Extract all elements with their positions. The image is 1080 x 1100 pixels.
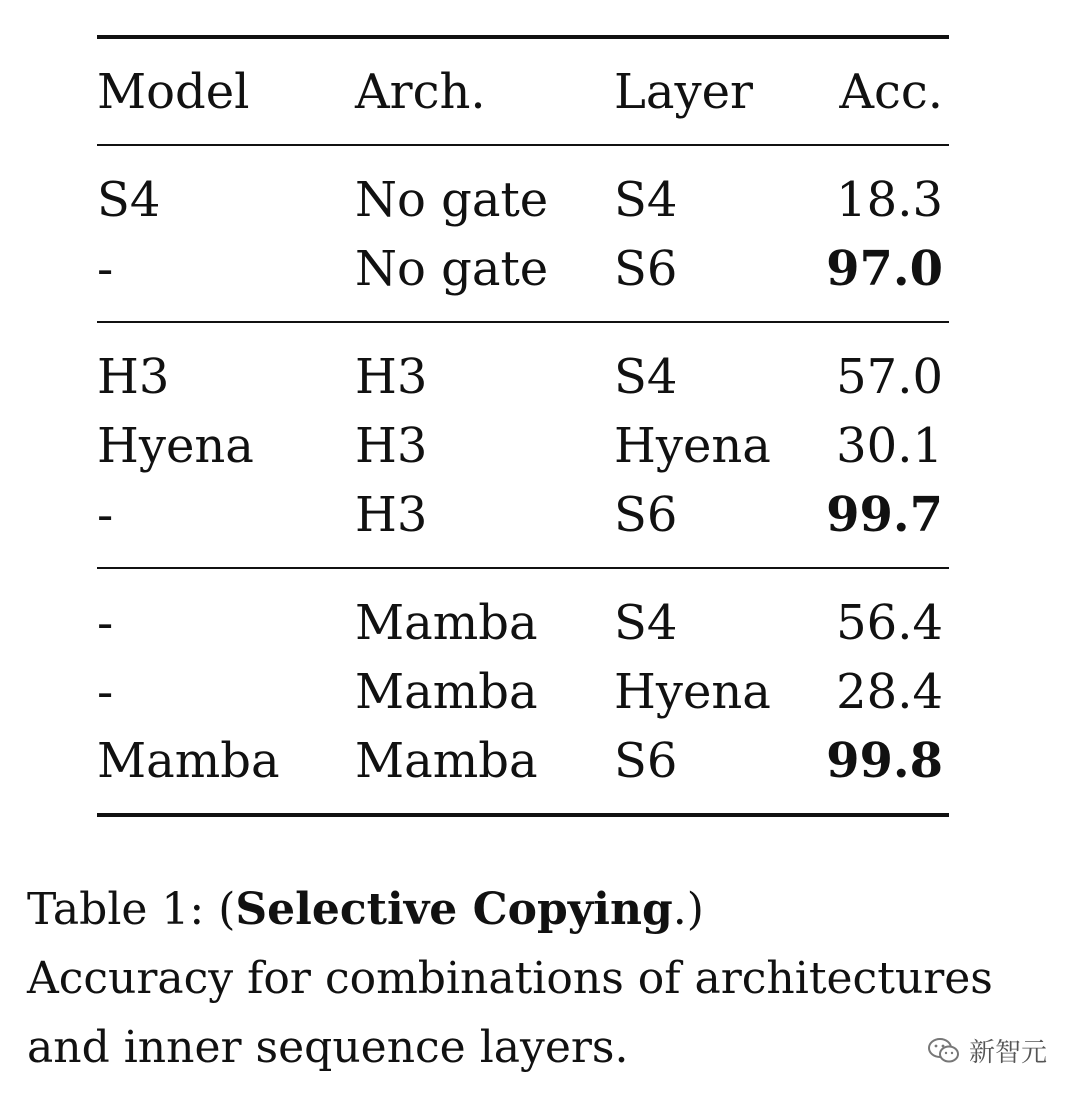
wechat-icon: [927, 1036, 961, 1066]
header-layer: Layer: [614, 63, 753, 120]
cell-model: -: [97, 594, 114, 651]
caption-line-3: and inner sequence layers.: [27, 1022, 629, 1073]
cell-layer: Hyena: [614, 663, 771, 720]
cell-arch: No gate: [355, 240, 549, 297]
cell-arch: Mamba: [355, 732, 538, 789]
cell-layer: S4: [614, 171, 678, 228]
table-row: [97, 165, 949, 234]
header-arch: Arch.: [355, 63, 486, 120]
cell-acc: 57.0: [836, 348, 943, 405]
table-group-3: [97, 569, 949, 813]
table-caption: [27, 875, 1057, 1082]
cell-arch: Mamba: [355, 594, 538, 651]
cell-layer: S4: [614, 594, 678, 651]
table-bottom-rule: [97, 813, 949, 817]
cell-model: -: [97, 663, 114, 720]
watermark-text: 新智元: [969, 1038, 1048, 1068]
table-row: [97, 234, 949, 303]
cell-layer: Hyena: [614, 417, 771, 474]
table-row: [97, 480, 949, 549]
table-header-row: [97, 39, 949, 144]
table-row: [97, 411, 949, 480]
table-group-1: [97, 146, 949, 321]
cell-acc: 28.4: [836, 663, 943, 720]
cell-layer: S6: [614, 486, 678, 543]
watermark: [927, 1032, 1047, 1069]
cell-acc-best: 97.0: [826, 240, 943, 297]
cell-arch: H3: [355, 486, 428, 543]
table-row: [97, 342, 949, 411]
cell-arch: Mamba: [355, 663, 538, 720]
table-row: [97, 657, 949, 726]
table-group-2: [97, 323, 949, 567]
table-row: [97, 588, 949, 657]
results-table: [97, 35, 949, 817]
cell-layer: S4: [614, 348, 678, 405]
cell-model: Hyena: [97, 417, 254, 474]
cell-model: H3: [97, 348, 170, 405]
caption-line-2: Accuracy for combinations of architectures: [27, 953, 993, 1004]
cell-acc: 18.3: [836, 171, 943, 228]
cell-model: Mamba: [97, 732, 280, 789]
header-acc: Acc.: [839, 63, 943, 120]
cell-model: -: [97, 486, 114, 543]
cell-arch: No gate: [355, 171, 549, 228]
cell-arch: H3: [355, 348, 428, 405]
cell-model: S4: [97, 171, 161, 228]
caption-label: Table 1: (: [27, 884, 236, 935]
cell-model: -: [97, 240, 114, 297]
cell-arch: H3: [355, 417, 428, 474]
cell-acc-best: 99.8: [826, 732, 943, 789]
cell-layer: S6: [614, 240, 678, 297]
header-model: Model: [97, 63, 250, 120]
cell-layer: S6: [614, 732, 678, 789]
cell-acc-best: 99.7: [826, 486, 943, 543]
table-row: [97, 726, 949, 795]
cell-acc: 56.4: [836, 594, 943, 651]
caption-line-1: [27, 875, 1057, 944]
caption-title-end: .): [672, 884, 704, 935]
caption-title: Selective Copying: [235, 884, 673, 935]
cell-acc: 30.1: [836, 417, 943, 474]
